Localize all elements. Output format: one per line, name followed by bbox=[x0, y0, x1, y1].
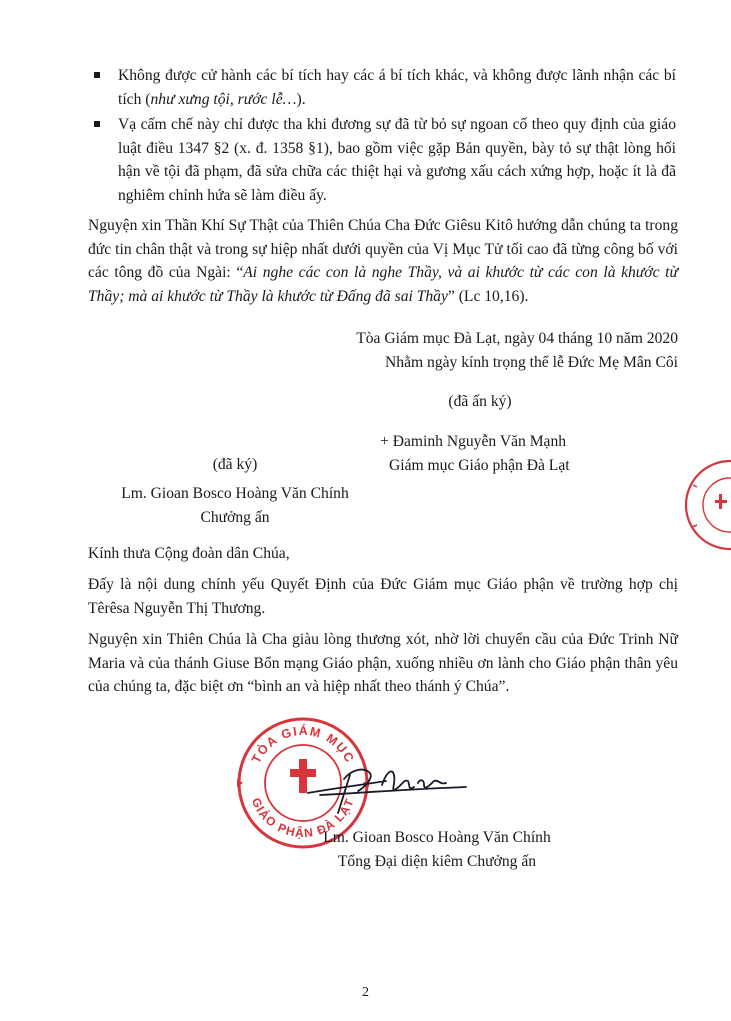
dateline bbox=[300, 327, 678, 374]
chancellor-title: Chưởng ấn bbox=[200, 508, 270, 526]
partial-seal-cross-stem bbox=[719, 494, 722, 509]
chancellor-name: Lm. Gioan Bosco Hoàng Văn Chính bbox=[121, 485, 349, 502]
partial-seal-mark bbox=[655, 455, 731, 555]
bullet-marker bbox=[94, 121, 100, 127]
page-number: 2 bbox=[362, 985, 369, 1000]
bullet-item-sacraments bbox=[94, 64, 676, 111]
prayer-citation: ” (Lc 10,16). bbox=[447, 287, 529, 305]
bullet-text-end: ). bbox=[296, 90, 306, 108]
closing-paragraph: Nguyện xin Thiên Chúa là Cha giàu lòng thương xót, nhờ lời chuyển cầu của Đức Trinh Nữ Maria và của thánh Giuse Bổn mạng Giáo phận, xuống nhiều ơn lành cho Giáo phận thân yêu của chúng ta, đặc biệt ơn “bình an và hiệp nhất theo thánh ý Chúa”. bbox=[88, 631, 678, 695]
prayer-text: Nguyện xin Thần Khí Sự Thật của Thiên Chúa Cha Đức Giêsu Kitô hướng dẫn chúng ta trong đức tin chân thật và trong sự hiệp nhất dưới quyền của Vị Mục Tử tối cao đã từng công bố với các tông đồ của Ngài: “ bbox=[88, 217, 678, 281]
seal-bottom-text: GIÁO PHẬN ĐÀ LẠT bbox=[248, 795, 358, 841]
final-signer-title: Tổng Đại diện kiêm Chưởng ấn bbox=[337, 852, 537, 870]
bullet-italic-text: như xưng tội, rước lễ… bbox=[150, 90, 297, 108]
chancellor-signature-block bbox=[80, 482, 390, 529]
handwritten-signature bbox=[300, 745, 470, 820]
partial-seal-ring bbox=[686, 461, 731, 549]
bullet-text: Không được cử hành các bí tích hay các á bí tích khác, và không được lãnh nhận các bí tích ( bbox=[118, 67, 676, 108]
chancellor-signed-note: (đã ký) bbox=[212, 456, 258, 473]
bullet-list bbox=[94, 64, 676, 207]
bullet-marker bbox=[94, 72, 100, 78]
signature-strokes bbox=[308, 770, 466, 813]
final-signer-name: Lm. Gioan Bosco Hoàng Văn Chính bbox=[323, 829, 551, 846]
partial-seal-letter-strokes bbox=[692, 485, 697, 527]
dateline-feast: Nhằm ngày kính trọng thể lễ Đức Mẹ Mân Côi bbox=[385, 353, 678, 371]
greeting: Kính thưa Cộng đoàn dân Chúa, bbox=[88, 545, 290, 562]
bishop-signature-block bbox=[380, 430, 680, 477]
bullet-text: Vạ cấm chế này chỉ được tha khi đương sự đã từ bỏ sự ngoan cố theo quy định của giáo luật điều 1347 §2 (x. đ. 1358 §1), bao gồm việc gặp Bản quyền, bày tỏ sự thật lòng hối hận về tội đã phạm, đã sửa chữa các thiệt hại và gương xấu cách xứng hợp, hoặc ít là đã nghiêm chỉnh hứa sẽ làm điều ấy. bbox=[118, 116, 676, 204]
bishop-name: + Đaminh Nguyễn Văn Mạnh bbox=[380, 433, 567, 450]
scripture-quote: Ai nghe các con là nghe Thầy, và ai khước từ các con là khước từ Thầy; mà ai khước từ Thầy là khước từ Đấng đã sai Thầy bbox=[88, 264, 678, 305]
bishop-title: Giám mục Giáo phận Đà Lạt bbox=[389, 456, 570, 474]
final-signature-block bbox=[282, 826, 592, 873]
prayer-paragraph bbox=[88, 214, 678, 308]
dateline-place-date: Tòa Giám mục Đà Lạt, ngày 04 tháng 10 năm 2020 bbox=[356, 330, 678, 347]
bullet-item-lifting bbox=[94, 113, 676, 207]
partial-seal-inner-ring bbox=[703, 478, 731, 532]
seal-top-text: TÒA GIÁM MỤC bbox=[248, 723, 358, 766]
bishop-signed-note: (đã ấn ký) bbox=[448, 393, 512, 410]
summary-paragraph: Đấy là nội dung chính yếu Quyết Định của Đức Giám mục Giáo phận về trường hợp chị Têrêsa Nguyễn Thị Thương. bbox=[88, 576, 678, 617]
